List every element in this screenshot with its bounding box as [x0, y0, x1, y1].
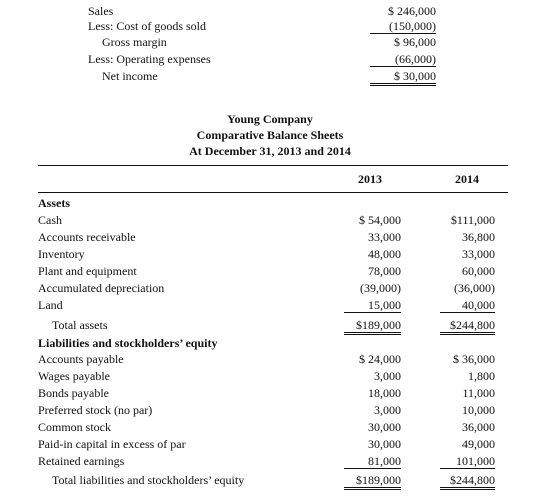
row-label: Plant and equipment [38, 264, 137, 278]
opex-value: (66,000) [370, 52, 436, 67]
row-label: Preferred stock (no par) [38, 403, 153, 417]
row-value-2014: 40,000 [440, 298, 495, 313]
year-2013-header: 2013 [358, 172, 382, 186]
row-value-2014: 101,000 [440, 454, 495, 469]
total-liabilities-2013: $189,000 [344, 473, 401, 490]
row-label: Paid-in capital in excess of par [38, 437, 186, 451]
cogs-label: Less: Cost of goods sold [88, 19, 207, 33]
net-income-value: $ 30,000 [370, 69, 436, 86]
row-value-2013: $ 24,000 [359, 352, 401, 366]
sales-value: $ 246,000 [388, 4, 436, 18]
row-value-2013: 48,000 [368, 247, 401, 261]
assets-header: Assets [38, 196, 70, 210]
opex-label: Less: Operating expenses [88, 52, 211, 66]
row-value-2014: 33,000 [462, 247, 495, 261]
row-label: Accounts payable [38, 352, 124, 366]
row-value-2013: 3,000 [374, 403, 401, 417]
row-value-2013: 81,000 [344, 454, 401, 469]
total-liabilities-label: Total liabilities and stockholders’ equity [52, 473, 245, 487]
statement-date: At December 31, 2013 and 2014 [189, 144, 351, 158]
row-value-2013: $ 54,000 [359, 213, 401, 227]
row-value-2014: 60,000 [462, 264, 495, 278]
gross-margin-value: $ 96,000 [394, 35, 436, 49]
row-value-2013: 78,000 [368, 264, 401, 278]
row-value-2013: 30,000 [368, 437, 401, 451]
row-value-2014: (36,000) [454, 281, 495, 295]
row-value-2014: 1,800 [468, 369, 495, 383]
row-value-2014: 11,000 [462, 386, 495, 400]
total-liabilities-2014: $244,800 [440, 473, 495, 490]
row-value-2013: 3,000 [374, 369, 401, 383]
row-label: Inventory [38, 247, 85, 261]
sales-label: Sales [88, 4, 114, 18]
row-value-2014: 36,000 [462, 420, 495, 434]
row-label: Wages payable [38, 369, 110, 383]
total-assets-2013: $189,000 [344, 318, 401, 335]
row-value-2014: $111,000 [450, 213, 495, 227]
row-value-2014: $ 36,000 [453, 352, 495, 366]
row-value-2013: 33,000 [368, 230, 401, 244]
year-2014-header: 2014 [455, 172, 479, 186]
total-assets-2014: $244,800 [440, 318, 495, 335]
row-label: Land [38, 298, 63, 312]
total-assets-label: Total assets [52, 318, 108, 332]
row-value-2013: 30,000 [368, 420, 401, 434]
header-rule-bottom [38, 192, 508, 193]
row-label: Cash [38, 213, 62, 227]
row-value-2014: 10,000 [462, 403, 495, 417]
row-label: Common stock [38, 420, 112, 434]
company-name: Young Company [227, 112, 313, 126]
net-income-label: Net income [102, 69, 158, 83]
statement-title: Comparative Balance Sheets [196, 128, 344, 142]
row-value-2013: 15,000 [344, 298, 401, 313]
row-value-2014: 49,000 [462, 437, 495, 451]
row-label: Bonds payable [38, 386, 109, 400]
row-value-2014: 36,800 [462, 230, 495, 244]
cogs-value: (150,000) [370, 19, 436, 34]
liabilities-header: Liabilities and stockholders’ equity [38, 336, 218, 350]
row-value-2013: (39,000) [360, 281, 401, 295]
row-label: Accumulated depreciation [38, 281, 165, 295]
row-value-2013: 18,000 [368, 386, 401, 400]
gross-margin-label: Gross margin [102, 35, 167, 49]
row-label: Accounts receivable [38, 230, 136, 244]
header-rule-top [38, 165, 508, 166]
row-label: Retained earnings [38, 454, 125, 468]
